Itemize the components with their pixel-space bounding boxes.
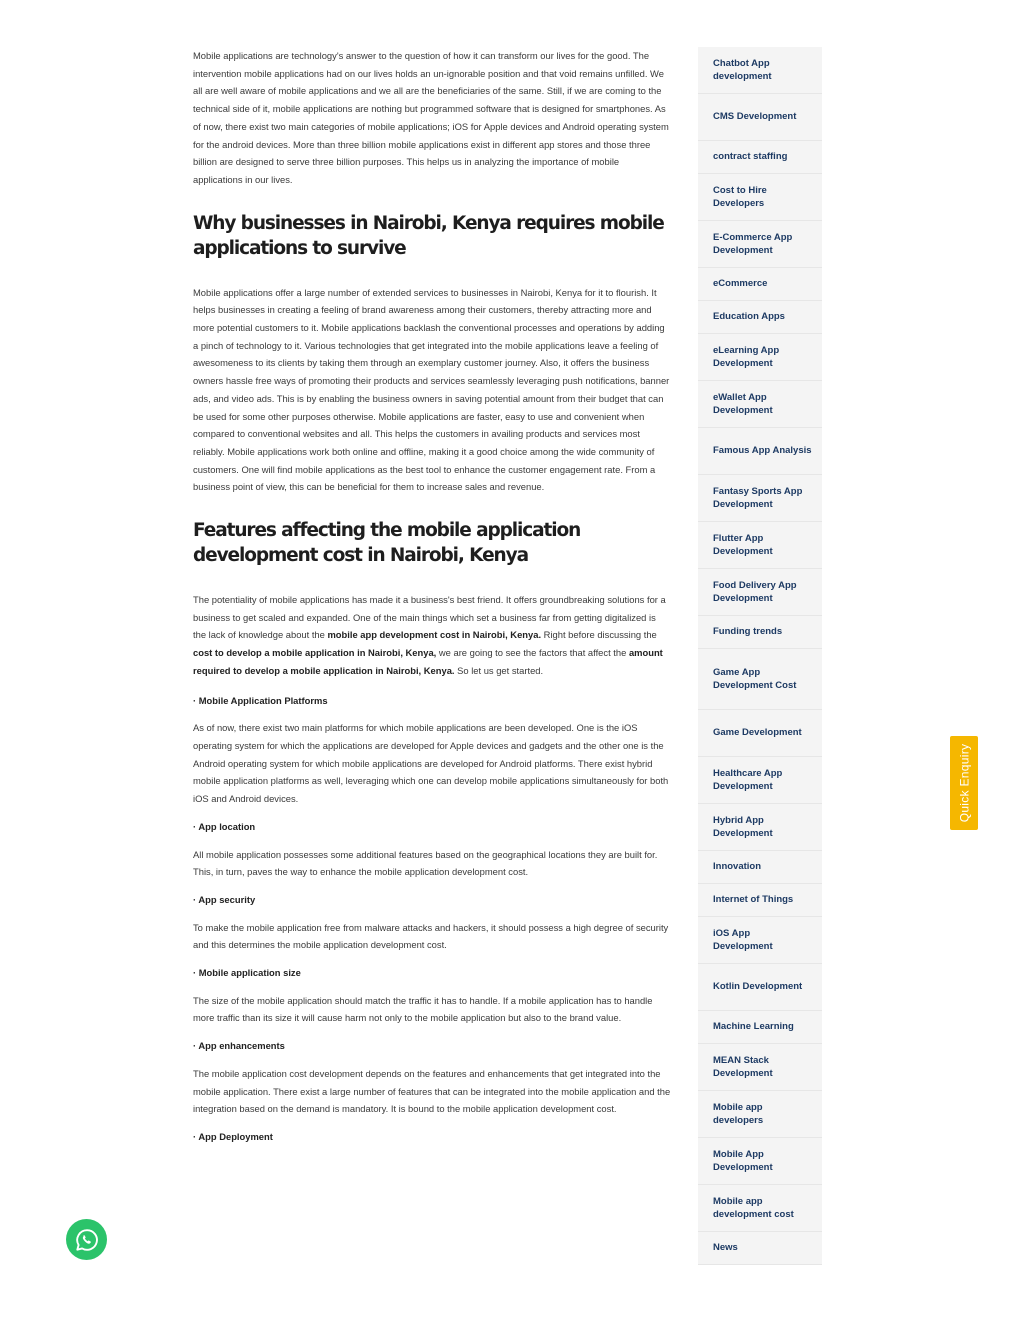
bold-phrase: mobile app development cost in Nairobi, Kenya.: [327, 629, 542, 641]
sidebar-item[interactable]: eWallet App Development: [698, 381, 822, 428]
sidebar-item[interactable]: Mobile app developers: [698, 1091, 822, 1138]
sidebar-item[interactable]: contract staffing: [698, 141, 822, 174]
quick-enquiry-label: Quick Enquiry: [957, 743, 972, 823]
sidebar-item[interactable]: Game App Development Cost: [698, 649, 822, 710]
sidebar-item[interactable]: Flutter App Development: [698, 522, 822, 569]
sidebar-item[interactable]: News: [698, 1232, 822, 1265]
quick-enquiry-button[interactable]: [950, 736, 978, 830]
category-sidebar: [698, 47, 822, 1265]
bold-phrase: cost to develop a mobile application in Nairobi, Kenya,: [193, 647, 437, 659]
section-text: The size of the mobile application should match the traffic it has to handle. If a mobile application has to handle more traffic than its size it will cause harm not only to the mobile application but also to the brand value.: [193, 994, 653, 1024]
sidebar-item[interactable]: Game Development: [698, 710, 822, 757]
bold-phrase: amount required to develop a mobile application in Nairobi, Kenya.: [193, 647, 663, 676]
sidebar-item[interactable]: Internet of Things: [698, 884, 822, 917]
section-text: As of now, there exist two main platforms for which mobile applications are been developed. One is the iOS operating system for which the applications are developed for Apple devices and gadgets and the other one is the Android operating system for which mobile applications are developed for Android platforms. There exist hybrid mobile application platforms as well, leveraging which one can develop mobile applications simultaneously for both iOS and Android devices.: [193, 722, 669, 805]
intro-paragraph: Mobile applications are technology's answer to the question of how it can transform our lives for the good. The intervention mobile applications had on our lives holds an un-ignorable position and that void remains unfilled. We all are well aware of mobile applications and we all are the beneficiaries of the same. Still, if we are coming to the technical side of it, mobile applications are nothing but programmed software that is designed for smartphones. As of now, there exist two main categories of mobile applications; iOS for Apple devices and Android operating system for the android devices. More than three billion mobile applications exist in different app stores and those three billion are designed to serve three billion purposes. This helps us in analyzing the importance of mobile applications in our lives.: [193, 50, 669, 185]
why-businesses-paragraph: Mobile applications offer a large number of extended services to businesses in Nairobi, Kenya for it to flourish. It helps businesses in creating a feeling of brand awareness among their customers, thereby attracting more and more potential customers to it. Mobile applications backlash the conventional processes and operations by adding a pinch of technology to it. Various technologies that get integrated into the mobile applications leave a feeling of awesomeness to its clients by taking them through an exemplary customer journey. Also, it offers the business owners hassle free ways of promoting their products and services seamlessly leveraging push notifications, banner ads, and video ads. This is by enabling the business owners in saving potential amount from their budget that can be used for some other purposes otherwise. Mobile applications are faster, easy to use and convenient when compared to conventional websites and all. This helps the customers in availing products and services most reliably. Mobile applications work both online and offline, making it a good choice among the wide community of customers. One will find mobile applications as the best tool to enhance the customer engagement rate. From a business point of view, this can be beneficial for them to increase sales and revenue.: [193, 286, 670, 493]
section-title: · Mobile Application Platforms: [193, 694, 328, 706]
sidebar-item[interactable]: MEAN Stack Development: [698, 1044, 822, 1091]
sidebar-item[interactable]: Kotlin Development: [698, 964, 822, 1011]
sidebar-item[interactable]: Innovation: [698, 851, 822, 884]
whatsapp-button[interactable]: [66, 1219, 107, 1260]
section-title: · App location: [193, 820, 256, 832]
section-title: · App Deployment: [193, 1130, 273, 1142]
sidebar-item[interactable]: Hybrid App Development: [698, 804, 822, 851]
whatsapp-icon: [75, 1228, 99, 1252]
sidebar-item[interactable]: iOS App Development: [698, 917, 822, 964]
features-intro-paragraph: The potentiality of mobile applications has made it a business's best friend. It offers groundbreaking solutions for a business to get scaled and expanded. One of the main things which set a business far from getting digitalized is the lack of knowledge about the mobile app development cost in Nairobi, Kenya. Right before discussing the cost to develop a mobile application in Nairobi, Kenya, we are going to see the factors that affect the amount required to develop a mobile application in Nairobi, Kenya. So let us get started.: [193, 594, 666, 676]
sidebar-item[interactable]: Mobile App Development: [698, 1138, 822, 1185]
sidebar-item[interactable]: Education Apps: [698, 301, 822, 334]
sidebar-item[interactable]: Fantasy Sports App Development: [698, 475, 822, 522]
sidebar-item[interactable]: eCommerce: [698, 268, 822, 301]
section-text: All mobile application possesses some additional features based on the geographical locations they are built for. This, in turn, paves the way to enhance the mobile application development cost.: [193, 848, 658, 878]
section-text: To make the mobile application free from malware attacks and hackers, it should possess a high degree of security and this determines the mobile application development cost.: [193, 921, 669, 951]
sidebar-item[interactable]: Cost to Hire Developers: [698, 174, 822, 221]
sidebar-item[interactable]: Mobile app development cost: [698, 1185, 822, 1232]
sidebar-item[interactable]: Funding trends: [698, 616, 822, 649]
sidebar-item[interactable]: Healthcare App Development: [698, 757, 822, 804]
article: [193, 47, 671, 1156]
section-title: · App enhancements: [193, 1040, 285, 1052]
sidebar-item[interactable]: E-Commerce App Development: [698, 221, 822, 268]
sidebar-item[interactable]: CMS Development: [698, 94, 822, 141]
section-title: · App security: [193, 893, 256, 905]
heading-features-cost: Features affecting the mobile application development cost in Nairobi, Kenya: [193, 520, 581, 567]
sidebar-item[interactable]: Food Delivery App Development: [698, 569, 822, 616]
section-text: The mobile application cost development depends on the features and enhancements that get integrated into the mobile application. There exist a large number of features that can be integrated into the mobile application and the integration based on the demand is mandatory. It is bound to the mobile application development cost.: [193, 1067, 671, 1115]
sidebar-item[interactable]: eLearning App Development: [698, 334, 822, 381]
sidebar-item[interactable]: Machine Learning: [698, 1011, 822, 1044]
heading-why-businesses: Why businesses in Nairobi, Kenya requires mobile applications to survive: [193, 212, 664, 259]
section-title: · Mobile application size: [193, 967, 301, 979]
sidebar-item[interactable]: Chatbot App development: [698, 47, 822, 94]
sidebar-item[interactable]: Famous App Analysis: [698, 428, 822, 475]
